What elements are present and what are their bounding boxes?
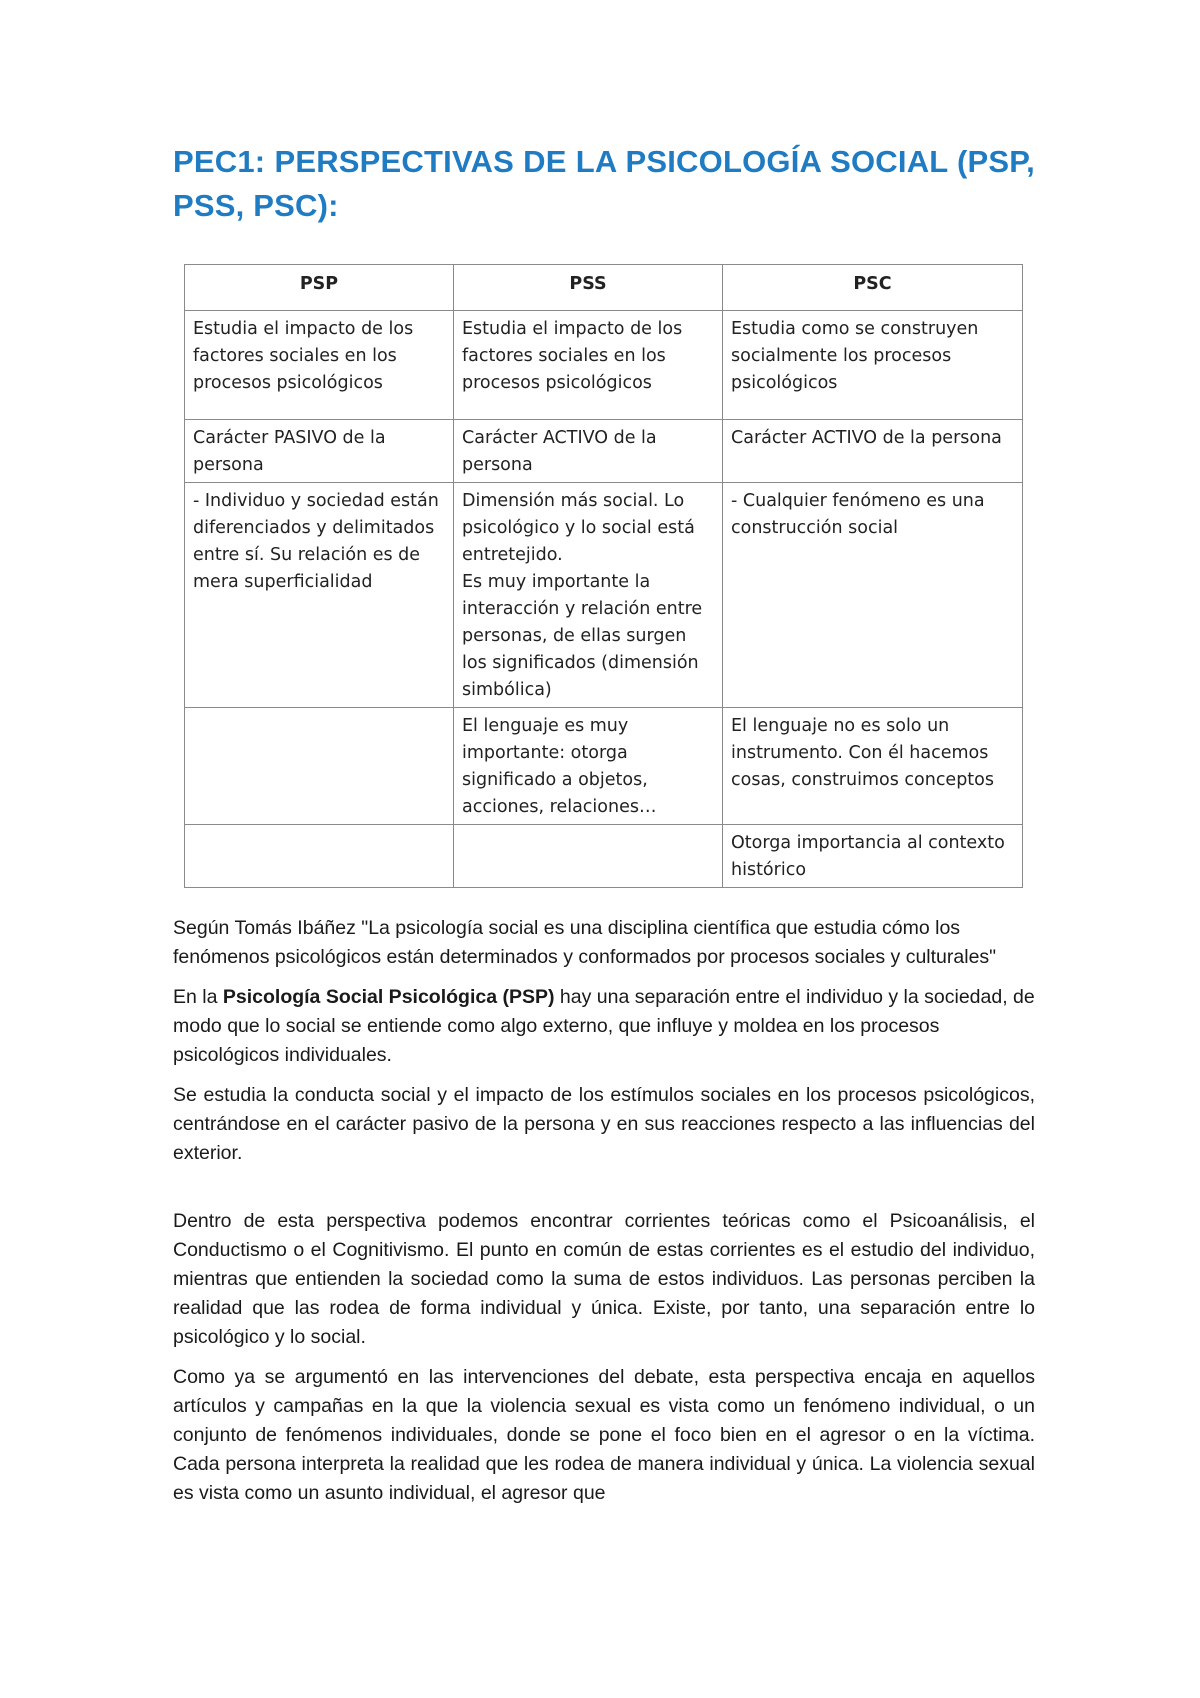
table-row — [185, 825, 1023, 888]
cell-psc: Estudia como se construyen socialmente los procesos psicológicos — [723, 311, 1023, 420]
cell-pss — [454, 825, 723, 888]
psp-intro-pre: En la — [173, 986, 223, 1008]
page-title: PEC1: PERSPECTIVAS DE LA PSICOLOGÍA SOCIAL (PSP, PSS, PSC): — [173, 144, 1035, 223]
psp-intro-post: hay una separación entre el individuo y la sociedad, de modo que lo social se entiende como algo externo, que influye y moldea en los procesos psicológicos individuales. — [173, 986, 1035, 1066]
cell-psc: Carácter ACTIVO de la persona — [723, 420, 1023, 483]
cell-psc: Otorga importancia al contexto histórico — [723, 825, 1023, 888]
psp-intro-paragraph — [173, 983, 1035, 1070]
cell-psp — [185, 825, 454, 888]
cell-psc: - Cualquier fenómeno es una construcción social — [723, 483, 1023, 708]
cell-pss: Carácter ACTIVO de la persona — [454, 420, 723, 483]
cell-psp: Carácter PASIVO de la persona — [185, 420, 454, 483]
header-pss: PSS — [454, 265, 723, 311]
cell-psp: Estudia el impacto de los factores sociales en los procesos psicológicos — [185, 311, 454, 420]
comparison-table — [184, 264, 1023, 888]
comparison-table-wrapper — [184, 264, 1022, 888]
currents-paragraph: Dentro de esta perspectiva podemos encontrar corrientes teóricas como el Psicoanálisis, el Conductismo o el Cognitivismo. El punto en común de estas corrientes es el estudio del individuo, mientras que entienden la sociedad como la suma de estos individuos. Las personas perciben la realidad que las rodea de forma individual y única. Existe, por tanto, una separación entre lo psicológico y lo social. — [173, 1210, 1035, 1348]
cell-psp — [185, 708, 454, 825]
table-row — [185, 708, 1023, 825]
psp-intro-bold: Psicología Social Psicológica (PSP) — [222, 986, 555, 1008]
document-page — [173, 140, 1035, 1519]
debate-paragraph: Como ya se argumentó en las intervenciones del debate, esta perspectiva encaja en aquellos artículos y campañas en la que la violencia sexual es vista como un fenómeno individual, o un conjunto de fenómenos individuales, donde se pone el foco bien en el agresor o en la víctima. Cada persona interpreta la realidad que les rodea de manera individual y única. La violencia sexual es vista como un asunto individual, el agresor que — [173, 1366, 1035, 1504]
table-row — [185, 420, 1023, 483]
table-row — [185, 483, 1023, 708]
table-row — [185, 311, 1023, 420]
cell-pss: Estudia el impacto de los factores sociales en los procesos psicológicos — [454, 311, 723, 420]
cell-psp: - Individuo y sociedad están diferenciados y delimitados entre sí. Su relación es de mera superficialidad — [185, 483, 454, 708]
table-header-row — [185, 265, 1023, 311]
cell-pss: Dimensión más social. Lo psicológico y lo social está entretejido. Es muy importante la interacción y relación entre personas, de ellas surgen los significados (dimensión simbólica) — [454, 483, 723, 708]
header-psc: PSC — [723, 265, 1023, 311]
cell-pss: El lenguaje es muy importante: otorga significado a objetos, acciones, relaciones… — [454, 708, 723, 825]
cell-psc: El lenguaje no es solo un instrumento. Con él hacemos cosas, construimos conceptos — [723, 708, 1023, 825]
header-psp: PSP — [185, 265, 454, 311]
body-text — [173, 914, 1035, 1508]
conduct-paragraph: Se estudia la conducta social y el impacto de los estímulos sociales en los procesos psicológicos, centrándose en el carácter pasivo de la persona y en sus reacciones respecto a las influencias del exterior. — [173, 1084, 1035, 1164]
ibanez-quote-paragraph: Según Tomás Ibáñez "La psicología social es una disciplina científica que estudia cómo los fenómenos psicológicos están determinados y conformados por procesos sociales y culturales" — [173, 917, 997, 968]
